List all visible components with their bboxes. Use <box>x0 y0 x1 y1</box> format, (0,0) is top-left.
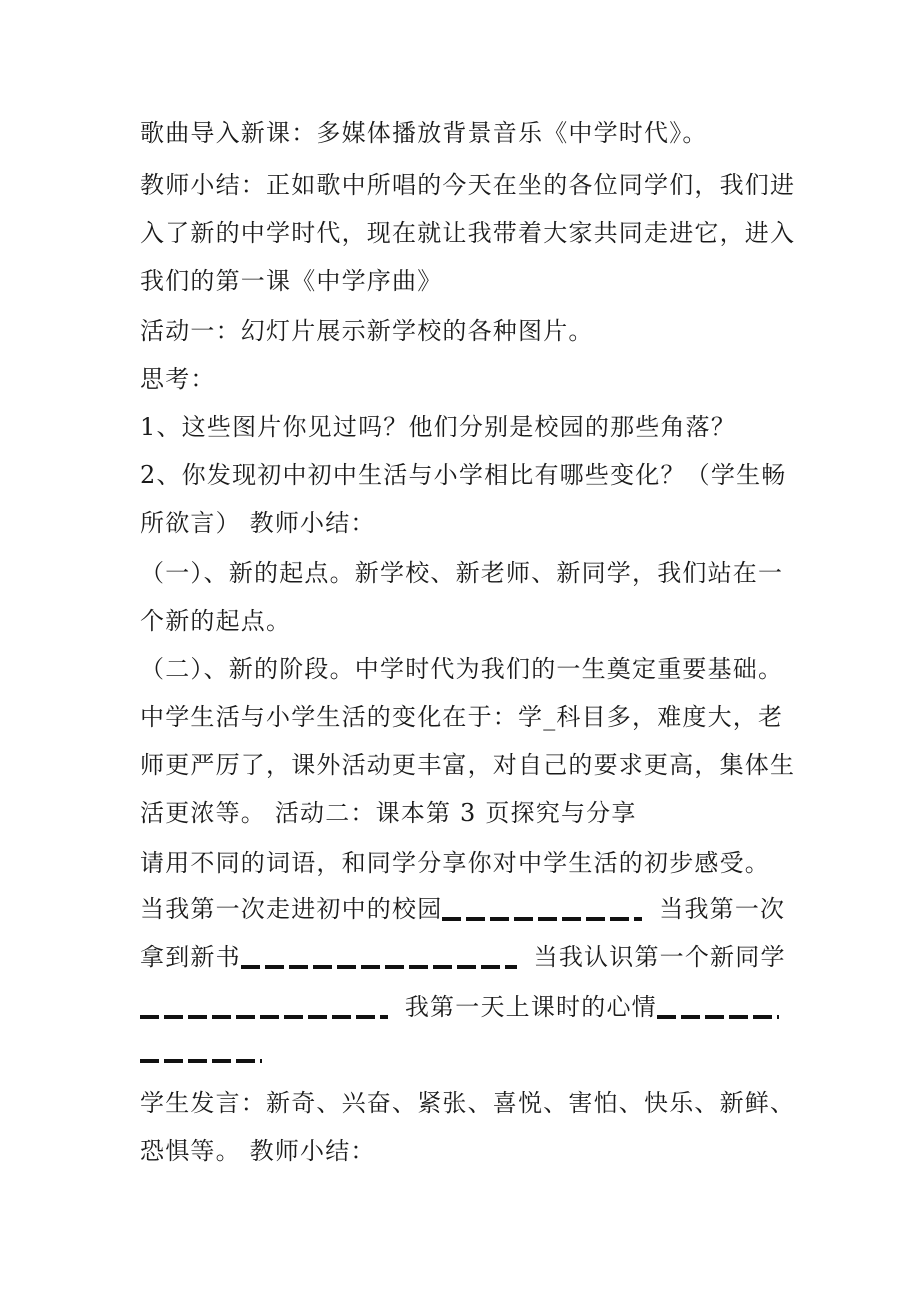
text-line-6: 思考： <box>140 365 216 393</box>
fill-in-line-4 <box>140 1036 262 1066</box>
fill-in-line-3 <box>140 992 779 1022</box>
fill-in-prompt-1: 当我第一次走进初中的校园 <box>140 895 443 923</box>
fill-in-line-2 <box>140 942 786 972</box>
text-line-14: 师更严厉了，课外活动更丰富，对自己的要求更高，集体生 <box>140 751 796 779</box>
answer-blank-4b[interactable] <box>140 1037 262 1063</box>
closing-line-1: 学生发言：新奇、兴奋、紧张、喜悦、害怕、快乐、新鲜、 <box>140 1089 796 1117</box>
text-line-10: （一）、新的起点。新学校、新老师、新同学，我们站在一 <box>140 559 784 587</box>
answer-blank-3[interactable] <box>140 993 388 1019</box>
fill-in-prompt-3: 当我认识第一个新同学 <box>533 943 786 971</box>
text-line-11: 个新的起点。 <box>140 607 292 635</box>
fill-in-line-1 <box>140 894 785 924</box>
text-line-15: 活更浓等。 活动二：课本第 3 页探究与分享 <box>140 799 637 827</box>
text-line-4: 我们的第一课《中学序曲》 <box>140 267 443 295</box>
answer-blank-4a[interactable] <box>657 993 779 1019</box>
fill-in-prompt-2b: 拿到新书 <box>140 943 241 971</box>
text-line-3: 入了新的中学时代，现在就让我带着大家共同走进它，进入 <box>140 219 796 247</box>
answer-blank-1[interactable] <box>442 895 642 921</box>
text-line-1: 歌曲导入新课：多媒体播放背景音乐《中学时代》。 <box>140 119 708 147</box>
text-line-9: 所欲言） 教师小结： <box>140 509 376 537</box>
answer-blank-2[interactable] <box>241 943 517 969</box>
closing-line-2: 恐惧等。 教师小结： <box>140 1137 376 1165</box>
text-line-7: 1、这些图片你见过吗？他们分别是校园的那些角落？ <box>140 413 737 441</box>
text-line-12: （二）、新的阶段。中学时代为我们的一生奠定重要基础。 <box>140 655 784 683</box>
text-line-13: 中学生活与小学生活的变化在于：学_科目多，难度大，老 <box>140 703 784 731</box>
text-line-2: 教师小结：正如歌中所唱的今天在坐的各位同学们，我们进 <box>140 171 796 199</box>
fill-in-prompt-2a: 当我第一次 <box>659 895 786 923</box>
text-line-8: 2、你发现初中初中生活与小学相比有哪些变化？（学生畅 <box>140 461 787 489</box>
text-line-5: 活动一：幻灯片展示新学校的各种图片。 <box>140 317 594 345</box>
fill-in-prompt-4: 我第一天上课时的心情 <box>404 993 657 1021</box>
text-line-16: 请用不同的词语，和同学分享你对中学生活的初步感受。 <box>140 849 770 877</box>
